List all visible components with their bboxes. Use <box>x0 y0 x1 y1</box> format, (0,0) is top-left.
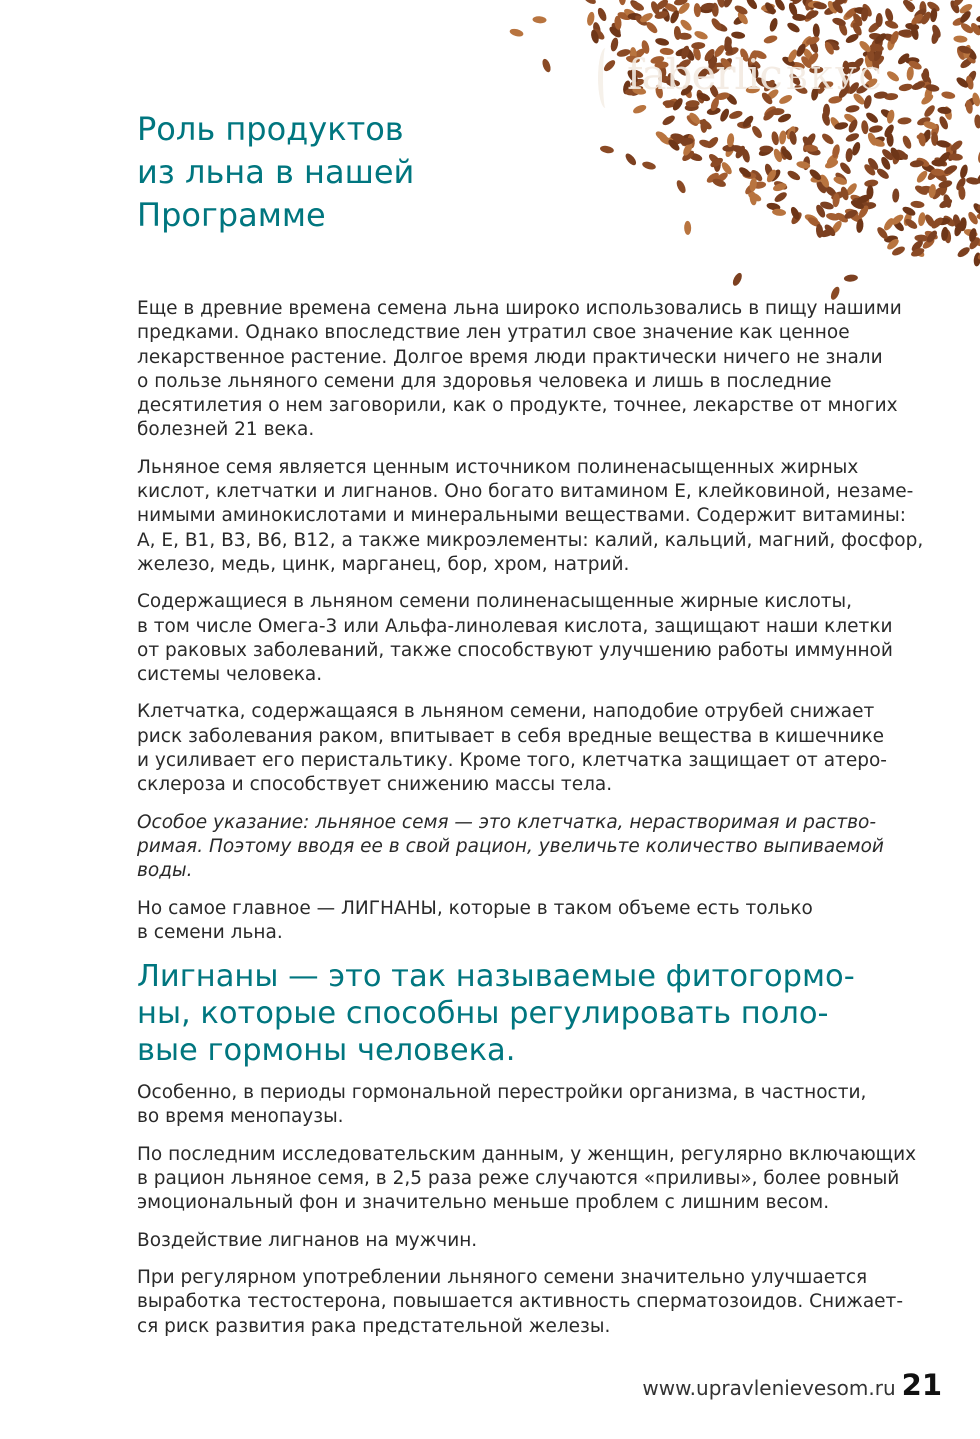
seed <box>941 91 956 100</box>
seed <box>861 120 869 135</box>
special-note: Особое указание: льняное семя — это клетчатка, нерастворимая и раство- римая. Поэтому вводя ее в свой рацион, увеличьте количество выпиваемой воды. <box>137 811 884 882</box>
seed <box>700 119 707 133</box>
seed <box>731 272 744 288</box>
seed <box>821 111 832 126</box>
paragraph: При регулярном употреблении льняного семени значительно улучшается выработка тестостерона, повышается активность сперматозоидов. Снижает- ся риск развития рака предстательной железы. <box>137 1266 903 1337</box>
seed <box>953 35 967 43</box>
seed <box>619 0 626 5</box>
seed <box>541 58 552 74</box>
seed <box>885 69 900 83</box>
article-body <box>137 297 937 1352</box>
faberlic-logo <box>598 48 884 108</box>
paragraph: Воздействие лигнанов на мужчин. <box>137 1229 478 1251</box>
seed <box>641 160 656 171</box>
seed <box>605 0 618 1</box>
paragraph: Клетчатка, содержащаяся в льняном семени, наподобие отрубей снижает риск заболевания раком, впитывает в себя вредные вещества в кишечнике и усиливает его перистальтику. Кроме того, клетчатка защищает от атеро- склероза и способствует снижению массы тела. <box>137 701 887 796</box>
seed <box>596 7 608 23</box>
seed <box>973 0 980 1</box>
flax-seeds-image <box>440 0 980 300</box>
seed <box>786 21 802 34</box>
paragraph: Содержащиеся в льняном семени полиненасыщенные жирные кислоты, в том числе Омега-3 или Альфа-линолевая кислота, защищают наши клетки от раковых заболеваний, также способствуют улучшению работы иммунной системы человека. <box>137 591 893 686</box>
paragraph: Особенно, в периоды гормональной перестройки организма, в частности, во время менопаузы. <box>137 1082 867 1128</box>
website-link[interactable]: www.upravlenievesom.ru <box>642 1376 896 1400</box>
seed <box>763 34 778 45</box>
seed <box>745 0 759 11</box>
seed <box>599 145 614 155</box>
seed <box>768 17 779 32</box>
seed <box>679 18 694 33</box>
seed <box>973 252 980 267</box>
seed <box>812 23 820 37</box>
seed <box>750 124 764 139</box>
seed <box>655 37 670 47</box>
seed <box>582 0 598 6</box>
seed <box>966 176 980 185</box>
paragraph: По последним исследовательским данным, у женщин, регулярно включающих в рацион льняное семя, в 2,5 раза реже случаются «приливы», более ровный эмоциональный фон и значительно меньше проблем с лишним весом. <box>137 1143 917 1214</box>
seed <box>959 164 969 179</box>
seed <box>684 221 691 235</box>
seed <box>532 16 546 24</box>
paragraph: Еще в древние времена семена льна широко использовались в пищу нашими предками. Однако впоследствие лен утратил свое значение как ценное лекарственное растение. Долгое время люди практически ничего не знали о пользе льняного семени для здоровья человека и лишь в последние десятилетия о нем заговорили, как о продукте, точнее, лекарстве от многих болезней 21 века. <box>137 298 902 441</box>
seed <box>892 188 900 202</box>
seed <box>898 83 913 93</box>
seed <box>675 179 688 195</box>
seed <box>906 66 914 81</box>
seed <box>845 148 853 163</box>
footer <box>642 1368 942 1402</box>
logo-brand: faberlic <box>627 50 782 99</box>
page-title: Роль продуктов из льна в нашей Программе <box>137 110 415 234</box>
seed <box>509 27 524 37</box>
seed <box>770 131 780 146</box>
seed <box>876 13 883 27</box>
seed <box>901 134 913 150</box>
page-number: 21 <box>901 1368 942 1402</box>
seed <box>868 124 883 133</box>
seed <box>884 7 895 22</box>
seed <box>773 190 789 204</box>
seed <box>976 14 980 23</box>
subheading: Лигнаны — это так называемые фитогормо- ны, которые способны регулировать поло- вые гормоны человека. <box>137 959 855 1069</box>
seed <box>845 132 861 144</box>
seed <box>868 0 883 1</box>
seed <box>624 152 638 167</box>
seed <box>956 245 971 259</box>
seed <box>661 114 677 127</box>
seed <box>897 117 912 125</box>
seed <box>915 169 929 184</box>
seed <box>728 109 744 120</box>
seed <box>922 103 936 118</box>
seed <box>974 114 980 129</box>
seed <box>693 29 709 41</box>
paragraph: Льняное семя является ценным источником полиненасыщенных жирных кислот, клетчатки и лигнанов. Оно богато витамином Е, клейковиной, незаме- нимыми аминокислотами и минеральными веществами. Содержит витамины: А, Е, В1, В3, В6, В12, а также микроэлементы: калий, кальций, магний, фосфор, железо, медь, цинк, марганец, бор, хром, натрий. <box>137 456 924 575</box>
seed <box>820 132 835 146</box>
paragraph: Но самое главное — ЛИГНАНЫ, которые в таком объеме есть только в семени льна. <box>137 897 813 943</box>
seed <box>786 169 802 182</box>
seed <box>844 274 859 282</box>
seed <box>917 212 926 227</box>
seed <box>693 3 701 17</box>
logo-sub: ВКУС <box>785 62 884 97</box>
flame-icon <box>598 48 613 108</box>
seed <box>731 31 746 40</box>
seed <box>910 200 925 208</box>
